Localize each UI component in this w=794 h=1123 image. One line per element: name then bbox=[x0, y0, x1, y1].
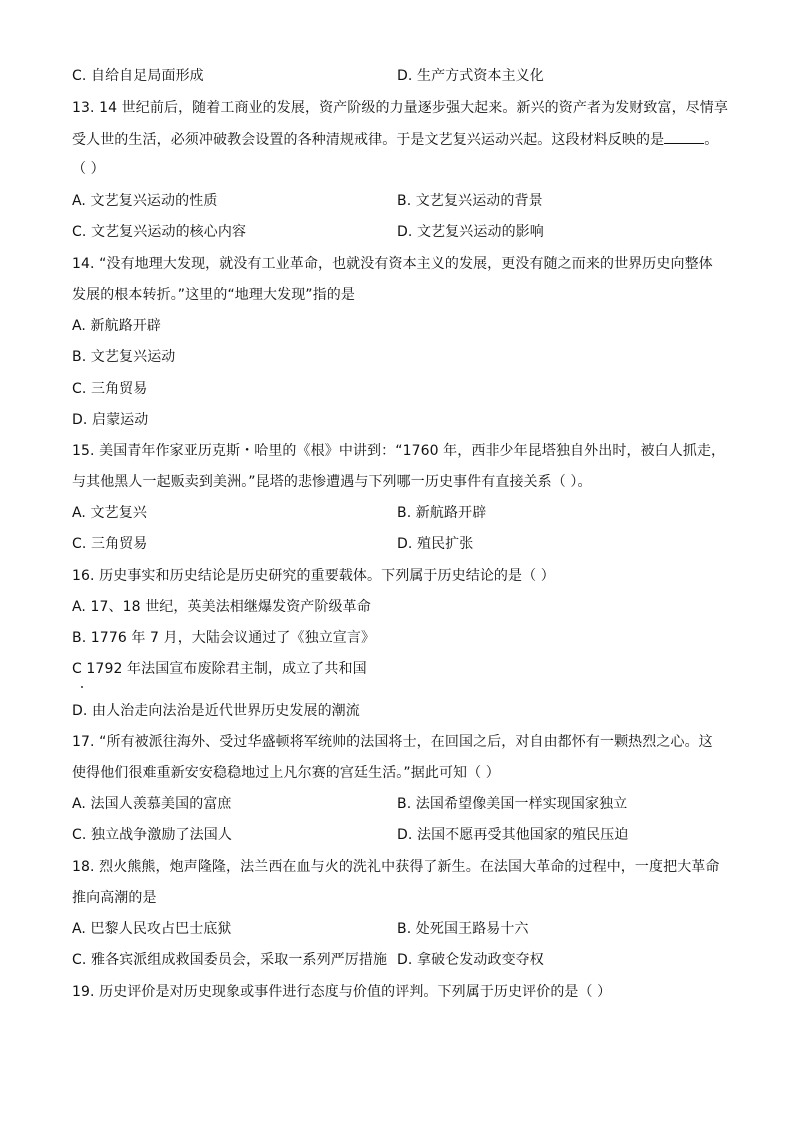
q17-stem-line1: 17. “所有被派往海外、受过华盛顿将军统帅的法国将士，在回国之后，对自由都怀有一颗热烈之心。这 bbox=[72, 734, 713, 750]
q15-option-c: C. 三角贸易 bbox=[72, 536, 148, 552]
q13-stem-line1: 13. 14 世纪前后，随着工商业的发展，资产阶级的力量逐步强大起来。新兴的资产者为发财致富，尽情享 bbox=[72, 100, 728, 116]
q15-option-a: A. 文艺复兴 bbox=[72, 505, 147, 521]
q13-stem-line2 bbox=[72, 129, 722, 150]
q17-option-c: C. 独立战争激励了法国人 bbox=[72, 827, 232, 843]
q15-option-row-cd bbox=[72, 534, 722, 554]
q17-option-b: B. 法国希望像美国一样实现国家独立 bbox=[397, 796, 628, 812]
q13-option-row-cd bbox=[72, 222, 722, 242]
q12-option-row-cd bbox=[72, 66, 722, 86]
q13-option-c: C. 文艺复兴运动的核心内容 bbox=[72, 224, 247, 240]
q17-option-a: A. 法国人羡慕美国的富庶 bbox=[72, 796, 232, 812]
q14-option-b: B. 文艺复兴运动 bbox=[72, 349, 176, 365]
q17-option-d: D. 法国不愿再受其他国家的殖民压迫 bbox=[397, 827, 629, 843]
q13-option-a: A. 文艺复兴运动的性质 bbox=[72, 193, 218, 209]
q18-option-c: C. 雅各宾派组成救国委员会，采取一系列严厉措施 bbox=[72, 952, 388, 968]
q15-option-b: B. 新航路开辟 bbox=[397, 505, 487, 521]
q16-stem: 16. 历史事实和历史结论是历史研究的重要载体。下列属于历史结论的是（ ） bbox=[72, 568, 555, 584]
q18-stem-line2: 推向高潮的是 bbox=[72, 890, 157, 906]
q13-stem-line2-end: 。 bbox=[704, 132, 719, 148]
q13-stem-line2-text: 受人世的生活，必须冲破教会设置的各种清规戒律。于是文艺复兴运动兴起。这段材料反映的是 bbox=[72, 132, 665, 148]
q18-option-b: B. 处死国王路易十六 bbox=[397, 921, 529, 937]
q15-option-d: D. 殖民扩张 bbox=[397, 536, 474, 552]
q14-stem-line2: 发展的根本转折。”这里的“地理大发现”指的是 bbox=[72, 287, 355, 303]
q15-option-row-ab bbox=[72, 503, 722, 523]
stray-period-mark bbox=[81, 686, 83, 688]
q13-option-b: B. 文艺复兴运动的背景 bbox=[397, 193, 543, 209]
q18-option-a: A. 巴黎人民攻占巴士底狱 bbox=[72, 921, 232, 937]
q17-option-row-ab bbox=[72, 794, 722, 814]
q13-option-row-ab bbox=[72, 191, 722, 211]
q14-stem-line1: 14. “没有地理大发现，就没有工业革命，也就没有资本主义的发展，更没有随之而来的世界历史向整体 bbox=[72, 256, 713, 272]
q16-option-a: A. 17、18 世纪，英美法相继爆发资产阶级革命 bbox=[72, 599, 371, 615]
q17-option-row-cd bbox=[72, 825, 722, 845]
q17-stem-line2: 使得他们很难重新安安稳稳地过上凡尔赛的宫廷生活。”据此可知（ ） bbox=[72, 765, 500, 781]
q13-answer-blank bbox=[664, 129, 704, 144]
q12-option-d: D. 生产方式资本主义化 bbox=[397, 68, 544, 84]
q18-option-row-ab bbox=[72, 919, 722, 939]
q14-option-a: A. 新航路开辟 bbox=[72, 318, 162, 334]
q16-option-d: D. 由人治走向法治是近代世界历史发展的潮流 bbox=[72, 703, 360, 719]
q14-option-c: C. 三角贸易 bbox=[72, 381, 148, 397]
q16-option-b: B. 1776 年 7 月，大陆会议通过了《独立宣言》 bbox=[72, 630, 376, 646]
q18-stem-line1: 18. 烈火熊熊，炮声隆隆，法兰西在血与火的洗礼中获得了新生。在法国大革命的过程中，一度把大革命 bbox=[72, 859, 720, 875]
q13-answer-parens: （ ） bbox=[72, 161, 105, 177]
q12-option-c: C. 自给自足局面形成 bbox=[72, 68, 204, 84]
q15-stem-line1: 15. 美国青年作家亚历克斯・哈里的《根》中讲到：“1760 年，西非少年昆塔独自外出时，被白人抓走， bbox=[72, 443, 726, 459]
q16-option-c: C 1792 年法国宣布废除君主制，成立了共和国 bbox=[72, 661, 367, 677]
q13-option-d: D. 文艺复兴运动的影响 bbox=[397, 224, 544, 240]
q19-stem: 19. 历史评价是对历史现象或事件进行态度与价值的评判。下列属于历史评价的是（ ） bbox=[72, 984, 612, 1000]
q14-option-d: D. 启蒙运动 bbox=[72, 412, 149, 428]
q15-stem-line2: 与其他黑人一起贩卖到美洲。”昆塔的悲惨遭遇与下列哪一历史事件有直接关系（ ）。 bbox=[72, 474, 592, 490]
q18-option-row-cd bbox=[72, 950, 722, 970]
q18-option-d: D. 拿破仑发动政变夺权 bbox=[397, 952, 544, 968]
